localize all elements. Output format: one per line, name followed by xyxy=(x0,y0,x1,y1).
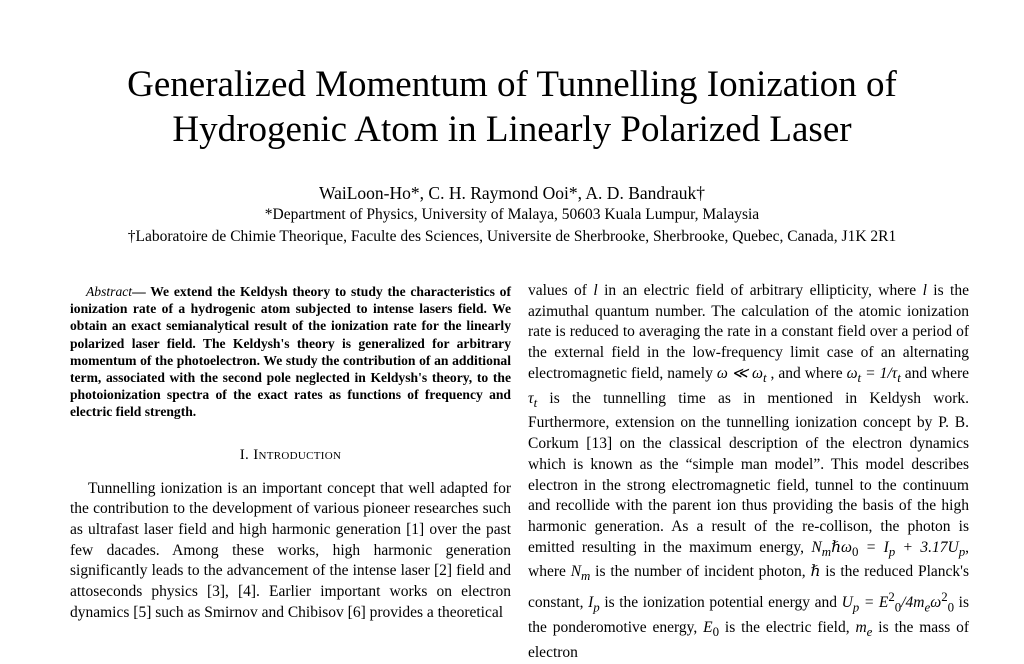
abstract: Abstract— We extend the Keldysh theory to study the characteristics of ionization rate of a hydrogenic atom subjected to intense lasers field. We obtain an exact semianalytical result of the ionization rate for the linearly polarized laser field. The Keldysh's theory is generalized for arbitrary momentum of the photoelectron. We study the contribution of an additional term, associated with the second pole neglected in Keldysh's theory, to the photoionization spectra of the exact rates as functions of frequency and electric field strength. xyxy=(70,284,512,420)
right-column xyxy=(528,283,969,664)
abstract-text: We extend the Keldysh theory to study the characteristics of ionization rate of a hydrogenic atom subjected to intense lasers field. We obtain an exact semianalytical result of the ionization rate for the linearly polarized laser field. The Keldysh's theory is generalized for arbitrary momentum of the photoelectron. We study the contribution of an additional term, associated with the second pole neglected in Keldysh's theory, to the photoionization spectra of the exact rates as functions of frequency and electric field strength. xyxy=(70,284,512,420)
intro-continuation: values of l in an electric field of arbitrary ellipticity, where l is the azimuthal quantum number. The calculation of the atomic ionization rate is reduced to averaging the rate in a constant field over a period of the external field in the low-frequency limit case of an alternating electromagnetic field, namely ω ≪ $\omega_t$ , and where $\omega_t = 1/\tau_t$ and where $\tau_t$ is the tunnelling time as in mentioned in Keldysh work. Furthermore, extension on the tunnelling ionization concept by P. B. Corkum [13] on the classical description of the electron dynamics which is known as the “simple man model”. This model describes electron in the strong electromagnetic field, tunnel to the continuum and recollide with the parent ion thus providing the basis of the high harmonic generation. As a result of the re-collison, the photon is emitted resulting in the maximum energy, $N_m\hbar\omega_0 = I_p + 3.17U_p$, where $N_m$ is the number of incident photon, ℏ is the reduced Planck's constant, $I_p$ is the ionization potential energy and $U_p = E^2_0/4m_e\omega^2_0$ is the ponderomotive energy, $E_0$ is the electric field, $m_e$ is the mass of electron xyxy=(528,282,970,661)
left-column xyxy=(70,283,511,624)
intro-paragraph: Tunnelling ionization is an important concept that well adapted for the contribution to the development of various pioneer researches such as ultrafast laser field and high harmonic generation [1] over the past few dacades. Among these works, high harmonic generation significantly leads to the advancement of the intense laser [2] field and attoseconds physics [3], [4]. Earlier important works on electron dynamics [5] such as Smirnov and Chibisov [6] provides a theoretical xyxy=(70,479,511,621)
affiliation-1: *Department of Physics, University of Malaya, 50603 Kuala Lumpur, Malaysia xyxy=(264,206,760,223)
section-title: Introduction xyxy=(253,446,342,463)
author-list: WaiLoon-Ho*, C. H. Raymond Ooi*, A. D. Bandrauk† xyxy=(319,183,705,203)
affiliation-2: †Laboratoire de Chimie Theorique, Faculte des Sciences, Universite de Sherbrooke, Sherbrooke, Quebec, Canada, J1K 2R1 xyxy=(127,228,897,245)
abstract-label: Abstract xyxy=(86,284,133,299)
paper-title xyxy=(0,62,1024,152)
title-line-1: Generalized Momentum of Tunnelling Ionization of xyxy=(127,64,897,105)
section-number: I. xyxy=(239,446,250,463)
section-heading xyxy=(70,445,511,465)
title-line-2: Hydrogenic Atom in Linearly Polarized Laser xyxy=(172,109,852,150)
